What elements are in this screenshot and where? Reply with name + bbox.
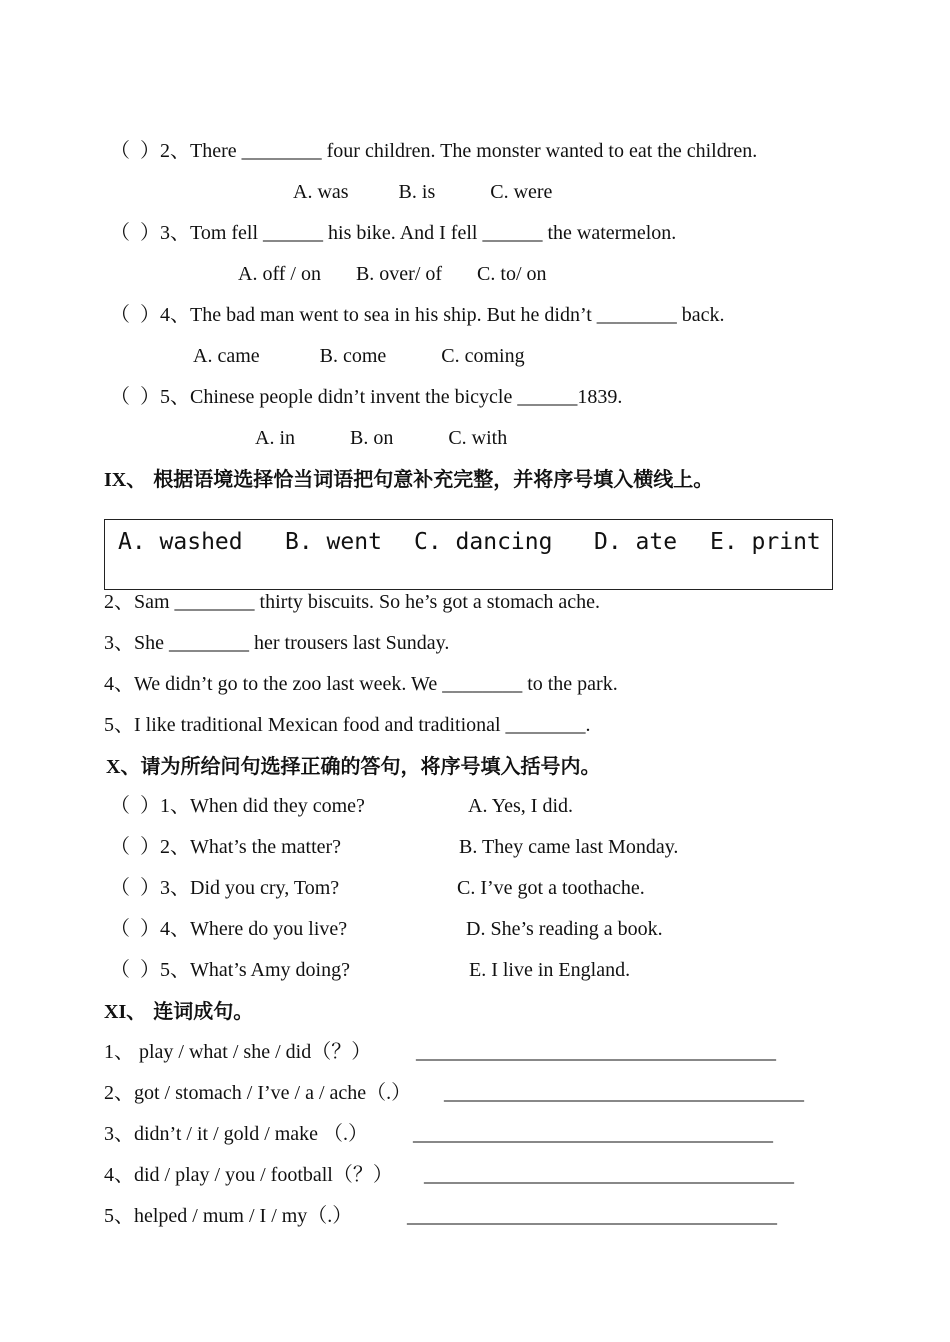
section-10-heading [106, 754, 600, 779]
section-10-number: X、 [106, 756, 141, 778]
question-2-options: A. was B. is C. were [293, 181, 553, 203]
question-5: （ ）5、Chinese people didn’t invent the bicycle ______1839. [110, 386, 623, 408]
match-answer: D. She’s reading a book. [466, 918, 663, 940]
section-9-heading [104, 467, 713, 492]
answer-blank: _____________________________________ [407, 1205, 777, 1227]
match-answer: E. I live in England. [469, 959, 631, 981]
word-order-item: 2、got / stomach / I’ve / a / ache（.） [104, 1082, 412, 1104]
section-11-title: 连词成句。 [146, 999, 254, 1023]
section-11-heading [104, 999, 253, 1024]
word-option-e: E. print [710, 529, 821, 555]
word-option-c: C. dancing [414, 529, 553, 555]
match-question: （ ）3、Did you cry, Tom? [110, 877, 340, 899]
match-answer: C. I’ve got a toothache. [457, 877, 645, 899]
section-11-number: XI、 [104, 1001, 147, 1023]
word-option-b: B. went [285, 529, 382, 555]
section-10-title: 请为所给问句选择正确的答句，将序号填入括号内。 [140, 754, 601, 778]
sentence-5: 5、I like traditional Mexican food and traditional ________. [104, 714, 591, 736]
word-option-a: A. washed [118, 529, 243, 555]
question-3-options: A. off / on B. over/ of C. to/ on [238, 263, 547, 285]
match-question: （ ）5、What’s Amy doing? [110, 959, 350, 981]
word-order-item: 1、 play / what / she / did（？） [104, 1041, 372, 1063]
sentence-2: 2、Sam ________ thirty biscuits. So he’s got a stomach ache. [104, 591, 601, 613]
match-question: （ ）1、When did they come? [110, 795, 365, 817]
answer-blank: ____________________________________ [413, 1123, 773, 1145]
question-3: （ ）3、Tom fell ______ his bike. And I fell ______ the watermelon. [110, 222, 677, 244]
question-5-options: A. in B. on C. with [255, 427, 508, 449]
answer-blank: _____________________________________ [424, 1164, 794, 1186]
match-question: （ ）4、Where do you live? [110, 918, 348, 940]
question-2: （ ）2、There ________ four children. The monster wanted to eat the children. [110, 140, 758, 162]
sentence-4: 4、We didn’t go to the zoo last week. We ________ to the park. [104, 673, 618, 695]
match-question: （ ）2、What’s the matter? [110, 836, 342, 858]
question-4-options: A. came B. come C. coming [193, 345, 525, 367]
question-4: （ ）4、The bad man went to sea in his ship. But he didn’t ________ back. [110, 304, 725, 326]
section-9-title: 根据语境选择恰当词语把句意补充完整，并将序号填入横线上。 [146, 467, 714, 491]
answer-blank: ____________________________________ [416, 1041, 776, 1063]
word-order-item: 4、did / play / you / football（？） [104, 1164, 393, 1186]
section-9-number: IX、 [104, 469, 147, 491]
word-order-item: 5、helped / mum / I / my（.） [104, 1205, 353, 1227]
match-answer: A. Yes, I did. [468, 795, 574, 817]
match-answer: B. They came last Monday. [459, 836, 679, 858]
word-option-d: D. ate [594, 529, 678, 555]
sentence-3: 3、She ________ her trousers last Sunday. [104, 632, 450, 654]
answer-blank: ____________________________________ [444, 1082, 804, 1104]
word-order-item: 3、didn’t / it / gold / make （.） [104, 1123, 369, 1145]
